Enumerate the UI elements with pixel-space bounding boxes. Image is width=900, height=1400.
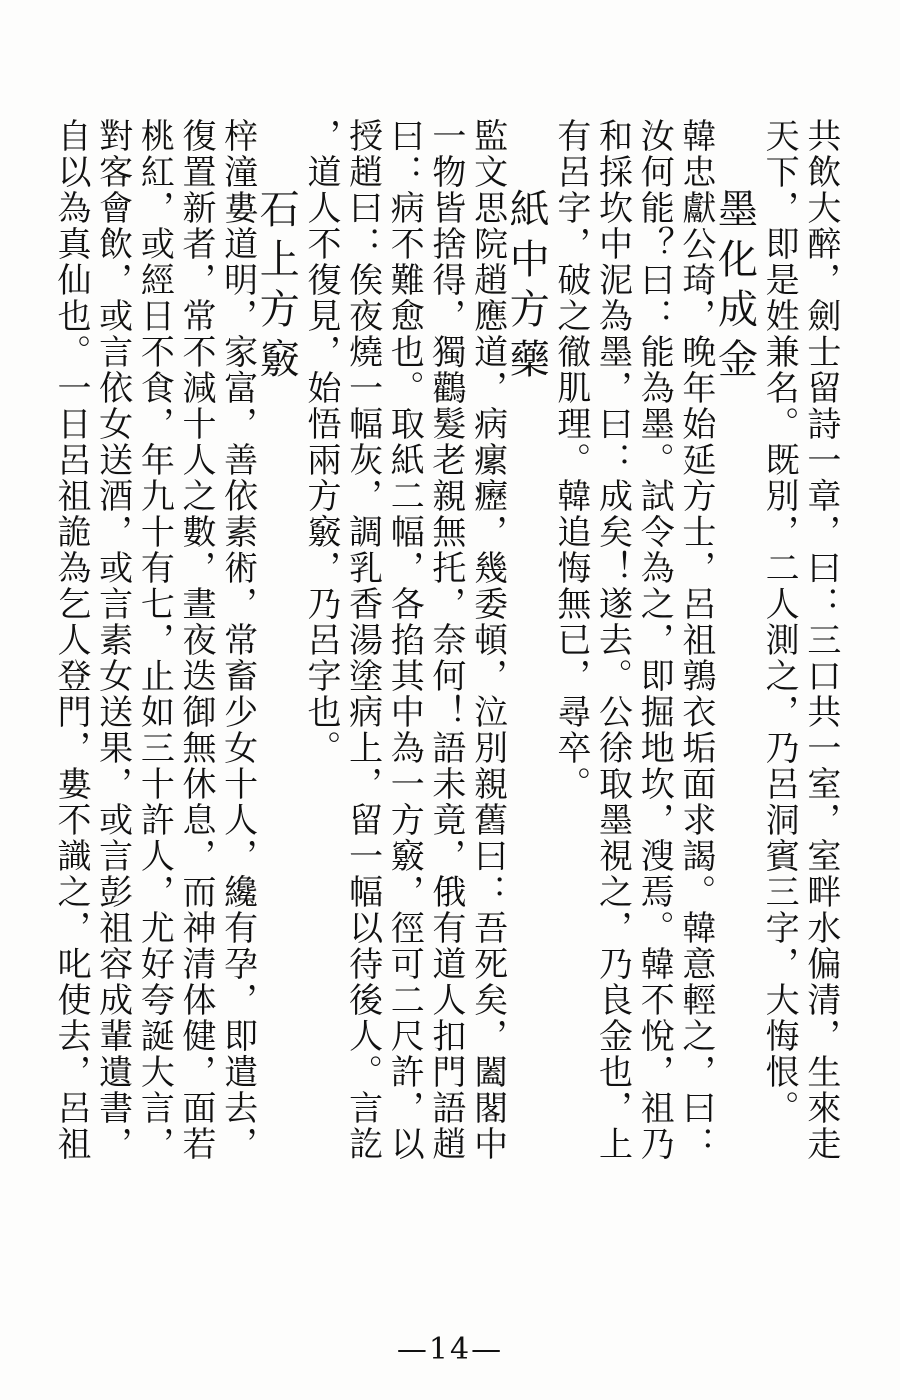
text-column: 韓忠獻公琦，晚年始延方士，呂祖鶉衣垢面求謁。韓意輕之，曰：	[675, 118, 716, 1162]
vertical-text-block	[48, 118, 841, 1328]
text-column: 桃紅，或經日不食，年九十有七，止如三十許人，尤好夸誕大言，	[134, 118, 175, 1162]
text-column: 梓潼婁道明，家富，善依素術，常畜少女十人，纔有孕，即遣去，	[217, 118, 258, 1162]
section-heading: 石上方竅	[253, 188, 300, 388]
text-column: 共飲大醉，劍士留詩一章，曰：三口共一室，室畔水偏清，生來走	[800, 118, 841, 1162]
text-column: 監文思院趙應道，病瘰癧，幾委頓，泣別親舊曰：吾死矣，闔閣中	[467, 118, 508, 1162]
text-column: 一物皆捨得，獨鸛髮老親無托，奈何！語未竟，俄有道人扣門語趙	[425, 118, 466, 1162]
text-column: 授趙曰：俟夜燒一幅灰，調乳香湯塗病上，留一幅以待後人。言訖	[342, 118, 383, 1162]
text-column: ，道人不復見，始悟兩方竅，乃呂字也。	[300, 118, 341, 766]
text-column: 天下，即是姓兼名。既別，二人測之，乃呂洞賓三字，大悔恨。	[759, 118, 800, 1126]
section-heading: 紙中方藥	[503, 188, 550, 388]
text-column: 汝何能？曰：能為墨。試令為之，即掘地坎，溲焉。韓不悅，祖乃	[634, 118, 675, 1162]
page-number: —14—	[396, 1332, 504, 1367]
text-column: 曰：病不難愈也。取紙二幅，各掐其中為一方竅，徑可二尺許，以	[384, 118, 425, 1162]
text-column: 復置新者，常不減十人之數，晝夜迭御無休息，而神清体健，面若	[175, 118, 216, 1162]
section-heading: 墨化成金	[711, 188, 758, 388]
text-column: 和採坎中泥為墨，曰：成矣！遂去。公徐取墨視之，乃良金也，上	[592, 118, 633, 1162]
text-column: 有呂字，破之徹肌理。韓追悔無已，尋卒。	[550, 118, 591, 802]
text-column: 自以為真仙也。一日呂祖詭為乞人登門，婁不識之，叱使去，呂祖	[51, 118, 91, 1162]
text-column: 對客會飲，或言依女送酒，或言素女送果，或言彭祖容成輩遺書，	[92, 118, 133, 1162]
